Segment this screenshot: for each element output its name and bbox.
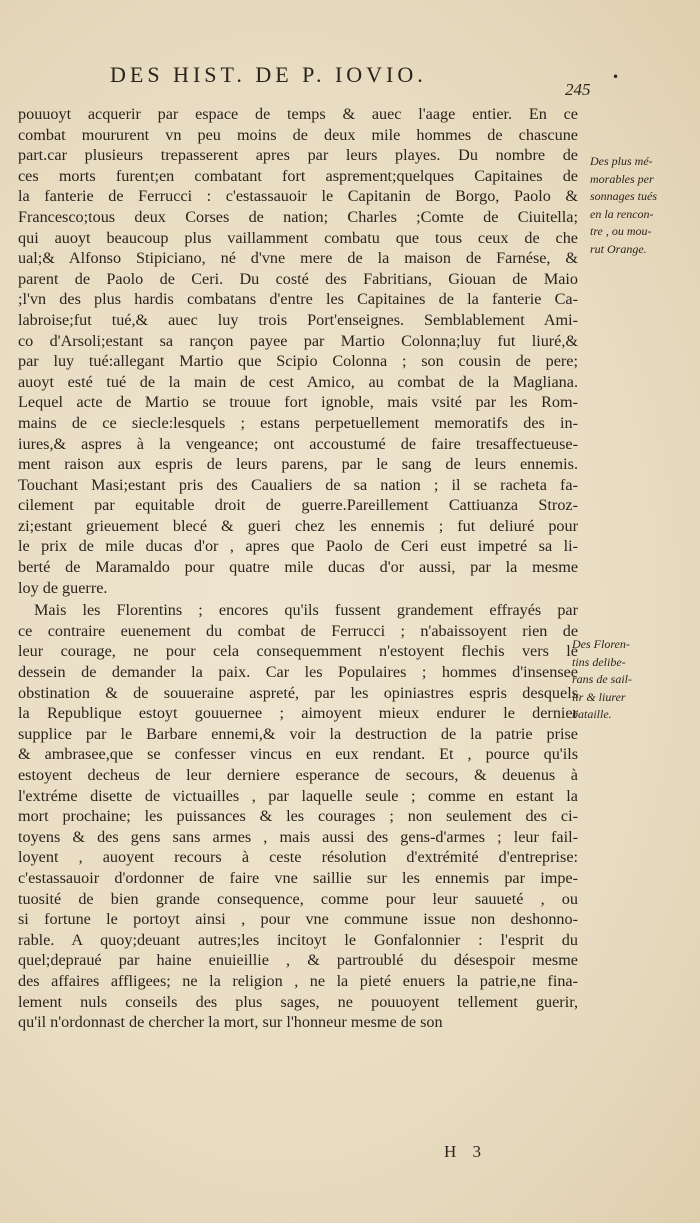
margin-note-line: bataille. bbox=[572, 707, 612, 721]
text-line: loy de guerre. bbox=[18, 578, 108, 597]
text-line: obstination & de souueraine aspreté, par les opiniastres espris desquels bbox=[18, 683, 578, 702]
margin-note-line: tre , ou mou- bbox=[590, 224, 652, 238]
page-number: 245 bbox=[565, 80, 591, 99]
signature-mark: H 3 bbox=[444, 1142, 488, 1161]
text-line: part.car plusieurs trepasserent apres par leurs playes. Du nombre de bbox=[18, 146, 578, 165]
text-line: combat moururent vn peu moins de deux mile hommes de chascune bbox=[18, 125, 578, 144]
text-line: dessein de demander la paix. Car les Populaires ; hommes d'insensee bbox=[18, 663, 578, 682]
text-line: ual;& Alfonso Stipiciano, né d'vne mere de la maison de Farnése, & bbox=[18, 249, 578, 268]
text-line: la Republique estoyt gouuernee ; aimoyent mieux endurer le dernier bbox=[18, 704, 578, 723]
text-line: par luy tué:allegant Martio que Scipio Colonna ; son cousin de pere; bbox=[18, 352, 578, 371]
margin-note-line: tins delibe- bbox=[572, 654, 626, 669]
paragraph-1 bbox=[18, 104, 578, 598]
main-text bbox=[18, 104, 578, 1033]
text-line: qui auoyt beaucoup plus vaillamment combatu que tous ceux de che bbox=[18, 228, 578, 247]
margin-note-line: Des Floren- bbox=[572, 637, 630, 651]
text-line: quel;depraué par haine enuieillie , & partroublé du désespoir mesme bbox=[18, 951, 578, 970]
text-line: zi;estant grieuement blecé & gueri chez les ennemis ; fut deliuré pour bbox=[18, 516, 578, 535]
text-line: des affaires affligees; ne la religion , ne la pieté enuers la patrie,ne fina- bbox=[18, 971, 578, 990]
text-line: mains de ce siecle:lesquels ; estans perpetuellement memoratifs des in- bbox=[18, 413, 578, 432]
text-line: cilement par equitable droit de guerre.Pareillement Cattiuanza Stroz- bbox=[18, 496, 578, 515]
text-line: leur courage, ne pour cela consequemment n'estoyent flechis vers le bbox=[18, 642, 578, 661]
margin-note-line: sonnages tués bbox=[590, 189, 657, 203]
text-line: c'estassauoir d'ordonner de faire vne saillie sur les ennemis par impe- bbox=[18, 868, 578, 887]
text-line: auoyt esté tué de la main de cest Amico, au combat de la Magliana. bbox=[18, 372, 578, 391]
text-line: pouuoyt acquerir par espace de temps & auec l'aage entier. En ce bbox=[18, 105, 578, 123]
text-line: ce contraire euenement du combat de Ferrucci ; n'abaissoyent rien de bbox=[18, 621, 578, 640]
text-line: mort prochaine; les puissances & les courages ; non seulement des ci- bbox=[18, 807, 578, 826]
margin-note-line: en la rencon- bbox=[590, 206, 654, 221]
margin-note-line: Des plus mé- bbox=[590, 154, 653, 168]
margin-note-1 bbox=[590, 153, 690, 258]
text-line: Mais les Florentins ; encores qu'ils fussent grandement effrayés par bbox=[34, 601, 578, 620]
text-line: Touchant Masi;estant pris des Caualiers de sa nation ; il se racheta fa- bbox=[18, 475, 578, 494]
margin-note-2 bbox=[572, 636, 672, 724]
running-title: DES HIST. DE P. IOVIO. bbox=[110, 62, 427, 87]
text-line: iures,& aspres à la vengeance; ont accoustumé de faire tresaffectueuse- bbox=[18, 434, 578, 453]
text-line: & ambrasee,que se confesser vincus en eux rendant. Et , pource qu'ils bbox=[18, 745, 578, 764]
text-line: rable. A quoy;deuant autres;les incitoyt le Gonfalonnier : l'esprit du bbox=[18, 930, 578, 949]
text-line: le prix de mile ducas d'or , apres que Paolo de Ceri eust impetré sa li- bbox=[18, 537, 578, 556]
text-line: lement nuls conseils des plus sages, ne pouuoyent tellement guerir, bbox=[18, 992, 578, 1011]
text-line: ces morts furent;en combatant fort asprement;quelques Capitaines de bbox=[18, 166, 578, 185]
text-line: ;l'vn des plus hardis combatans d'entre les Capitaines de la fanterie Ca- bbox=[18, 290, 578, 309]
text-line: labroise;fut tué,& auec luy trois Port'enseignes. Semblablement Ami- bbox=[18, 310, 578, 329]
text-line: berté de Maramaldo pour quatre mile ducas d'or aussi, par la mesme bbox=[18, 558, 578, 577]
margin-note-line: morables per bbox=[590, 171, 654, 186]
text-line: tuosité de bien grande consequence, comme pour leur sauueté , ou bbox=[18, 889, 578, 908]
text-line: qu'il n'ordonnast de chercher la mort, sur l'honneur mesme de son bbox=[18, 1013, 443, 1032]
text-line: toyens & des gens sans armes , mais aussi des gens-d'armes ; leur fail- bbox=[18, 827, 578, 846]
text-line: estoyent decheus de leur derniere esperance de secours, & deuenus à bbox=[18, 766, 578, 784]
text-line: Francesco;tous deux Corses de nation; Charles ;Comte de Ciuitella; bbox=[18, 207, 578, 226]
text-line: loyent , auoyent recours à ceste résolution d'extrémité d'entreprise: bbox=[18, 848, 578, 867]
text-line: Lequel acte de Martio se trouue fort ignoble, mais vsité par les Rom- bbox=[18, 393, 578, 412]
text-line: ment raison aux espris de leurs parens, par le sang de leurs ennemis. bbox=[18, 455, 578, 474]
margin-note-line: lir & liurer bbox=[572, 689, 626, 704]
text-line: co d'Arsoli;estant sa rançon payee par Martio Colonna;luy fut liuré,& bbox=[18, 331, 578, 350]
text-line: si fortune le portoyt ainsi , pour vne commune issue non deshonno- bbox=[18, 910, 578, 929]
text-line: la fanterie de Ferrucci : c'estassauoir le Capitanin de Borgo, Paolo & bbox=[18, 187, 578, 206]
margin-note-line: rut Orange. bbox=[590, 241, 647, 256]
text-line: parent de Paolo de Ceri. Du costé des Fabritians, Giouan de Maio bbox=[18, 269, 578, 288]
paragraph-2 bbox=[18, 600, 578, 1032]
text-line: l'extréme disette de victuailles , par laquelle seule ; comme en estant la bbox=[18, 786, 578, 805]
ornament-mark: • bbox=[612, 70, 620, 84]
text-line: supplice par le Barbare ennemi,& voir la destruction de la patrie prise bbox=[18, 724, 578, 743]
margin-note-line: rans de sail- bbox=[572, 672, 632, 686]
